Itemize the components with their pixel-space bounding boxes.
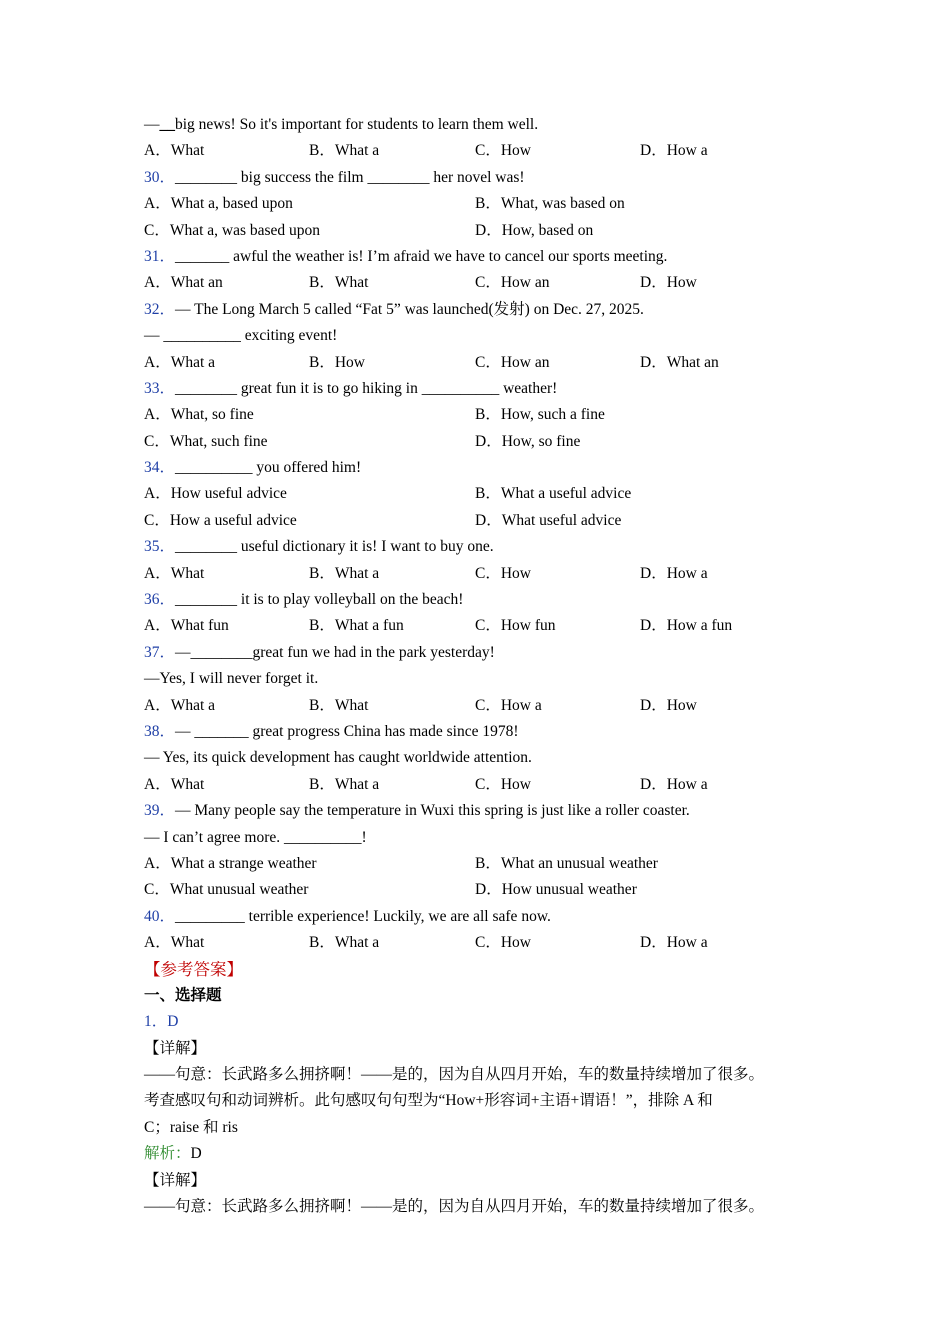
question-stem: __________ you offered him! bbox=[175, 459, 362, 477]
option-c: C．How an bbox=[475, 353, 550, 371]
detail-text: C；raise 和 ris bbox=[144, 1118, 238, 1136]
option-b: B．What a bbox=[309, 775, 380, 793]
options-row bbox=[144, 270, 834, 296]
options-row bbox=[144, 851, 834, 877]
question-stem: —________great fun we had in the park yesterday! bbox=[175, 643, 495, 661]
question-number: 31． bbox=[144, 247, 176, 265]
detail-text: 考查感叹句和动词辨析。此句感叹句句型为“How+形容词+主语+谓语！”，排除 A 和 bbox=[144, 1092, 713, 1110]
question-number: 34． bbox=[144, 459, 176, 477]
option-c: C．What, such fine bbox=[144, 432, 268, 450]
options-row bbox=[144, 772, 834, 798]
option-d: D．How a bbox=[640, 775, 708, 793]
option-b: B．How bbox=[309, 353, 365, 371]
analysis-value: D bbox=[190, 1145, 202, 1163]
option-c: C．What a, was based upon bbox=[144, 221, 321, 239]
option-a: A．What a bbox=[144, 353, 216, 371]
question-stem-line bbox=[144, 587, 834, 613]
question-stem: — Yes, its quick development has caught worldwide attention. bbox=[144, 749, 532, 767]
option-c: C．How bbox=[475, 142, 531, 160]
option-d: D．How a bbox=[640, 564, 708, 582]
question-stem: — __________ exciting event! bbox=[144, 327, 338, 345]
question-29-tail bbox=[144, 112, 834, 138]
option-a: A．How useful advice bbox=[144, 485, 287, 503]
option-a: A．What bbox=[144, 934, 205, 952]
question-stem: ________ big success the film ________ her novel was! bbox=[175, 168, 525, 186]
option-a: A．What a, based upon bbox=[144, 195, 293, 213]
option-c: C．How an bbox=[475, 274, 550, 292]
question-stem: — _______ great progress China has made since 1978! bbox=[175, 722, 519, 740]
option-c: C．How bbox=[475, 934, 531, 952]
answer-text: 1．D bbox=[144, 1013, 179, 1031]
option-d: D．How, so fine bbox=[475, 432, 581, 450]
question-stem: ________ it is to play volleyball on the beach! bbox=[175, 591, 464, 609]
option-b: B．What a bbox=[309, 934, 380, 952]
option-d: D．What useful advice bbox=[475, 511, 622, 529]
options-row bbox=[144, 693, 834, 719]
detail-text: ——句意：长武路多么拥挤啊！——是的，因为自从四月开始，车的数量持续增加了很多。 bbox=[144, 1198, 765, 1216]
option-d: D．How unusual weather bbox=[475, 881, 637, 899]
question-stem: ________ useful dictionary it is! I want to buy one. bbox=[175, 538, 494, 556]
option-d: D．How a bbox=[640, 142, 708, 160]
question-stem-line bbox=[144, 534, 834, 560]
question-stem: _______ awful the weather is! I’m afraid we have to cancel our sports meeting. bbox=[175, 247, 668, 265]
analysis-label: 解析： bbox=[144, 1145, 191, 1163]
question-number: 30． bbox=[144, 168, 176, 186]
options-row bbox=[144, 218, 834, 244]
option-c: C．How fun bbox=[475, 617, 556, 635]
option-b: B．What an unusual weather bbox=[475, 854, 658, 872]
question-stem-line bbox=[144, 297, 834, 323]
options-row bbox=[144, 930, 834, 956]
question-number: 32． bbox=[144, 300, 176, 318]
option-b: B．What bbox=[309, 696, 369, 714]
answer-blank: __ bbox=[159, 116, 175, 133]
document-page bbox=[144, 112, 834, 1220]
question-stem: — I can’t agree more. __________! bbox=[144, 828, 367, 846]
question-stem-line bbox=[144, 798, 834, 824]
question-stem-line bbox=[144, 745, 834, 771]
analysis-line bbox=[144, 1141, 834, 1167]
option-a: A．What a bbox=[144, 696, 216, 714]
question-stem: —Yes, I will never forget it. bbox=[144, 670, 319, 688]
option-d: D．How bbox=[640, 274, 697, 292]
question-stem-line bbox=[144, 455, 834, 481]
options-row bbox=[144, 402, 834, 428]
option-c: C．How a bbox=[475, 696, 542, 714]
question-stem-line bbox=[144, 244, 834, 270]
option-b: B．What, was based on bbox=[475, 195, 625, 213]
answer-1 bbox=[144, 1009, 834, 1035]
option-b: B．What bbox=[309, 274, 369, 292]
question-stem-line bbox=[144, 904, 834, 930]
question-list bbox=[144, 165, 834, 957]
option-b: B．What a useful advice bbox=[475, 485, 632, 503]
option-b: B．What a bbox=[309, 564, 380, 582]
detail-label: 【详解】 bbox=[144, 1171, 207, 1189]
option-a: A．What bbox=[144, 775, 205, 793]
option-b: B．What a bbox=[309, 142, 380, 160]
options-row bbox=[144, 561, 834, 587]
option-a: A．What bbox=[144, 142, 205, 160]
question-stem: big news! So it's important for students to learn them well. bbox=[175, 116, 539, 133]
option-b: B．How, such a fine bbox=[475, 406, 605, 424]
option-d: D．How, based on bbox=[475, 221, 594, 239]
option-c: C．How bbox=[475, 564, 531, 582]
question-stem-line bbox=[144, 640, 834, 666]
option-d: D．How a bbox=[640, 934, 708, 952]
question-stem-line bbox=[144, 825, 834, 851]
question-stem: _________ terrible experience! Luckily, we are all safe now. bbox=[175, 907, 551, 925]
options-row bbox=[144, 429, 834, 455]
question-stem-line bbox=[144, 666, 834, 692]
question-number: 33． bbox=[144, 379, 176, 397]
options-row bbox=[144, 877, 834, 903]
options-row bbox=[144, 350, 834, 376]
question-number: 36． bbox=[144, 591, 176, 609]
options-row bbox=[144, 508, 834, 534]
question-stem-line bbox=[144, 376, 834, 402]
detail-text: ——句意：长武路多么拥挤啊！——是的，因为自从四月开始，车的数量持续增加了很多。 bbox=[144, 1066, 765, 1084]
options-row bbox=[144, 613, 834, 639]
options-row bbox=[144, 191, 834, 217]
question-stem-line bbox=[144, 165, 834, 191]
section-heading: 一、选择题 bbox=[144, 986, 222, 1004]
option-c: C．What unusual weather bbox=[144, 881, 309, 899]
question-number: 39． bbox=[144, 802, 176, 820]
answer-key-title: 【参考答案】 bbox=[144, 959, 243, 979]
question-stem-line bbox=[144, 719, 834, 745]
question-number: 37． bbox=[144, 643, 176, 661]
option-d: D．How bbox=[640, 696, 697, 714]
options-row bbox=[144, 481, 834, 507]
option-c: C．How bbox=[475, 775, 531, 793]
option-b: B．What a fun bbox=[309, 617, 404, 635]
option-a: A．What fun bbox=[144, 617, 229, 635]
option-a: A．What bbox=[144, 564, 205, 582]
option-a: A．What an bbox=[144, 274, 223, 292]
question-stem: ________ great fun it is to go hiking in __________ weather! bbox=[175, 379, 558, 397]
question-stem-line bbox=[144, 323, 834, 349]
dash: — bbox=[144, 116, 160, 133]
question-stem: — Many people say the temperature in Wuxi this spring is just like a roller coaster. bbox=[175, 802, 690, 820]
option-d: D．What an bbox=[640, 353, 719, 371]
question-number: 38． bbox=[144, 722, 176, 740]
question-stem: — The Long March 5 called “Fat 5” was launched(发射) on Dec. 27, 2025. bbox=[175, 300, 644, 318]
question-number: 40． bbox=[144, 907, 176, 925]
option-a: A．What a strange weather bbox=[144, 854, 317, 872]
option-a: A．What, so fine bbox=[144, 406, 254, 424]
option-d: D．How a fun bbox=[640, 617, 733, 635]
option-c: C．How a useful advice bbox=[144, 511, 297, 529]
detail-label: 【详解】 bbox=[144, 1039, 207, 1057]
options-row bbox=[144, 138, 834, 164]
question-number: 35． bbox=[144, 538, 176, 556]
